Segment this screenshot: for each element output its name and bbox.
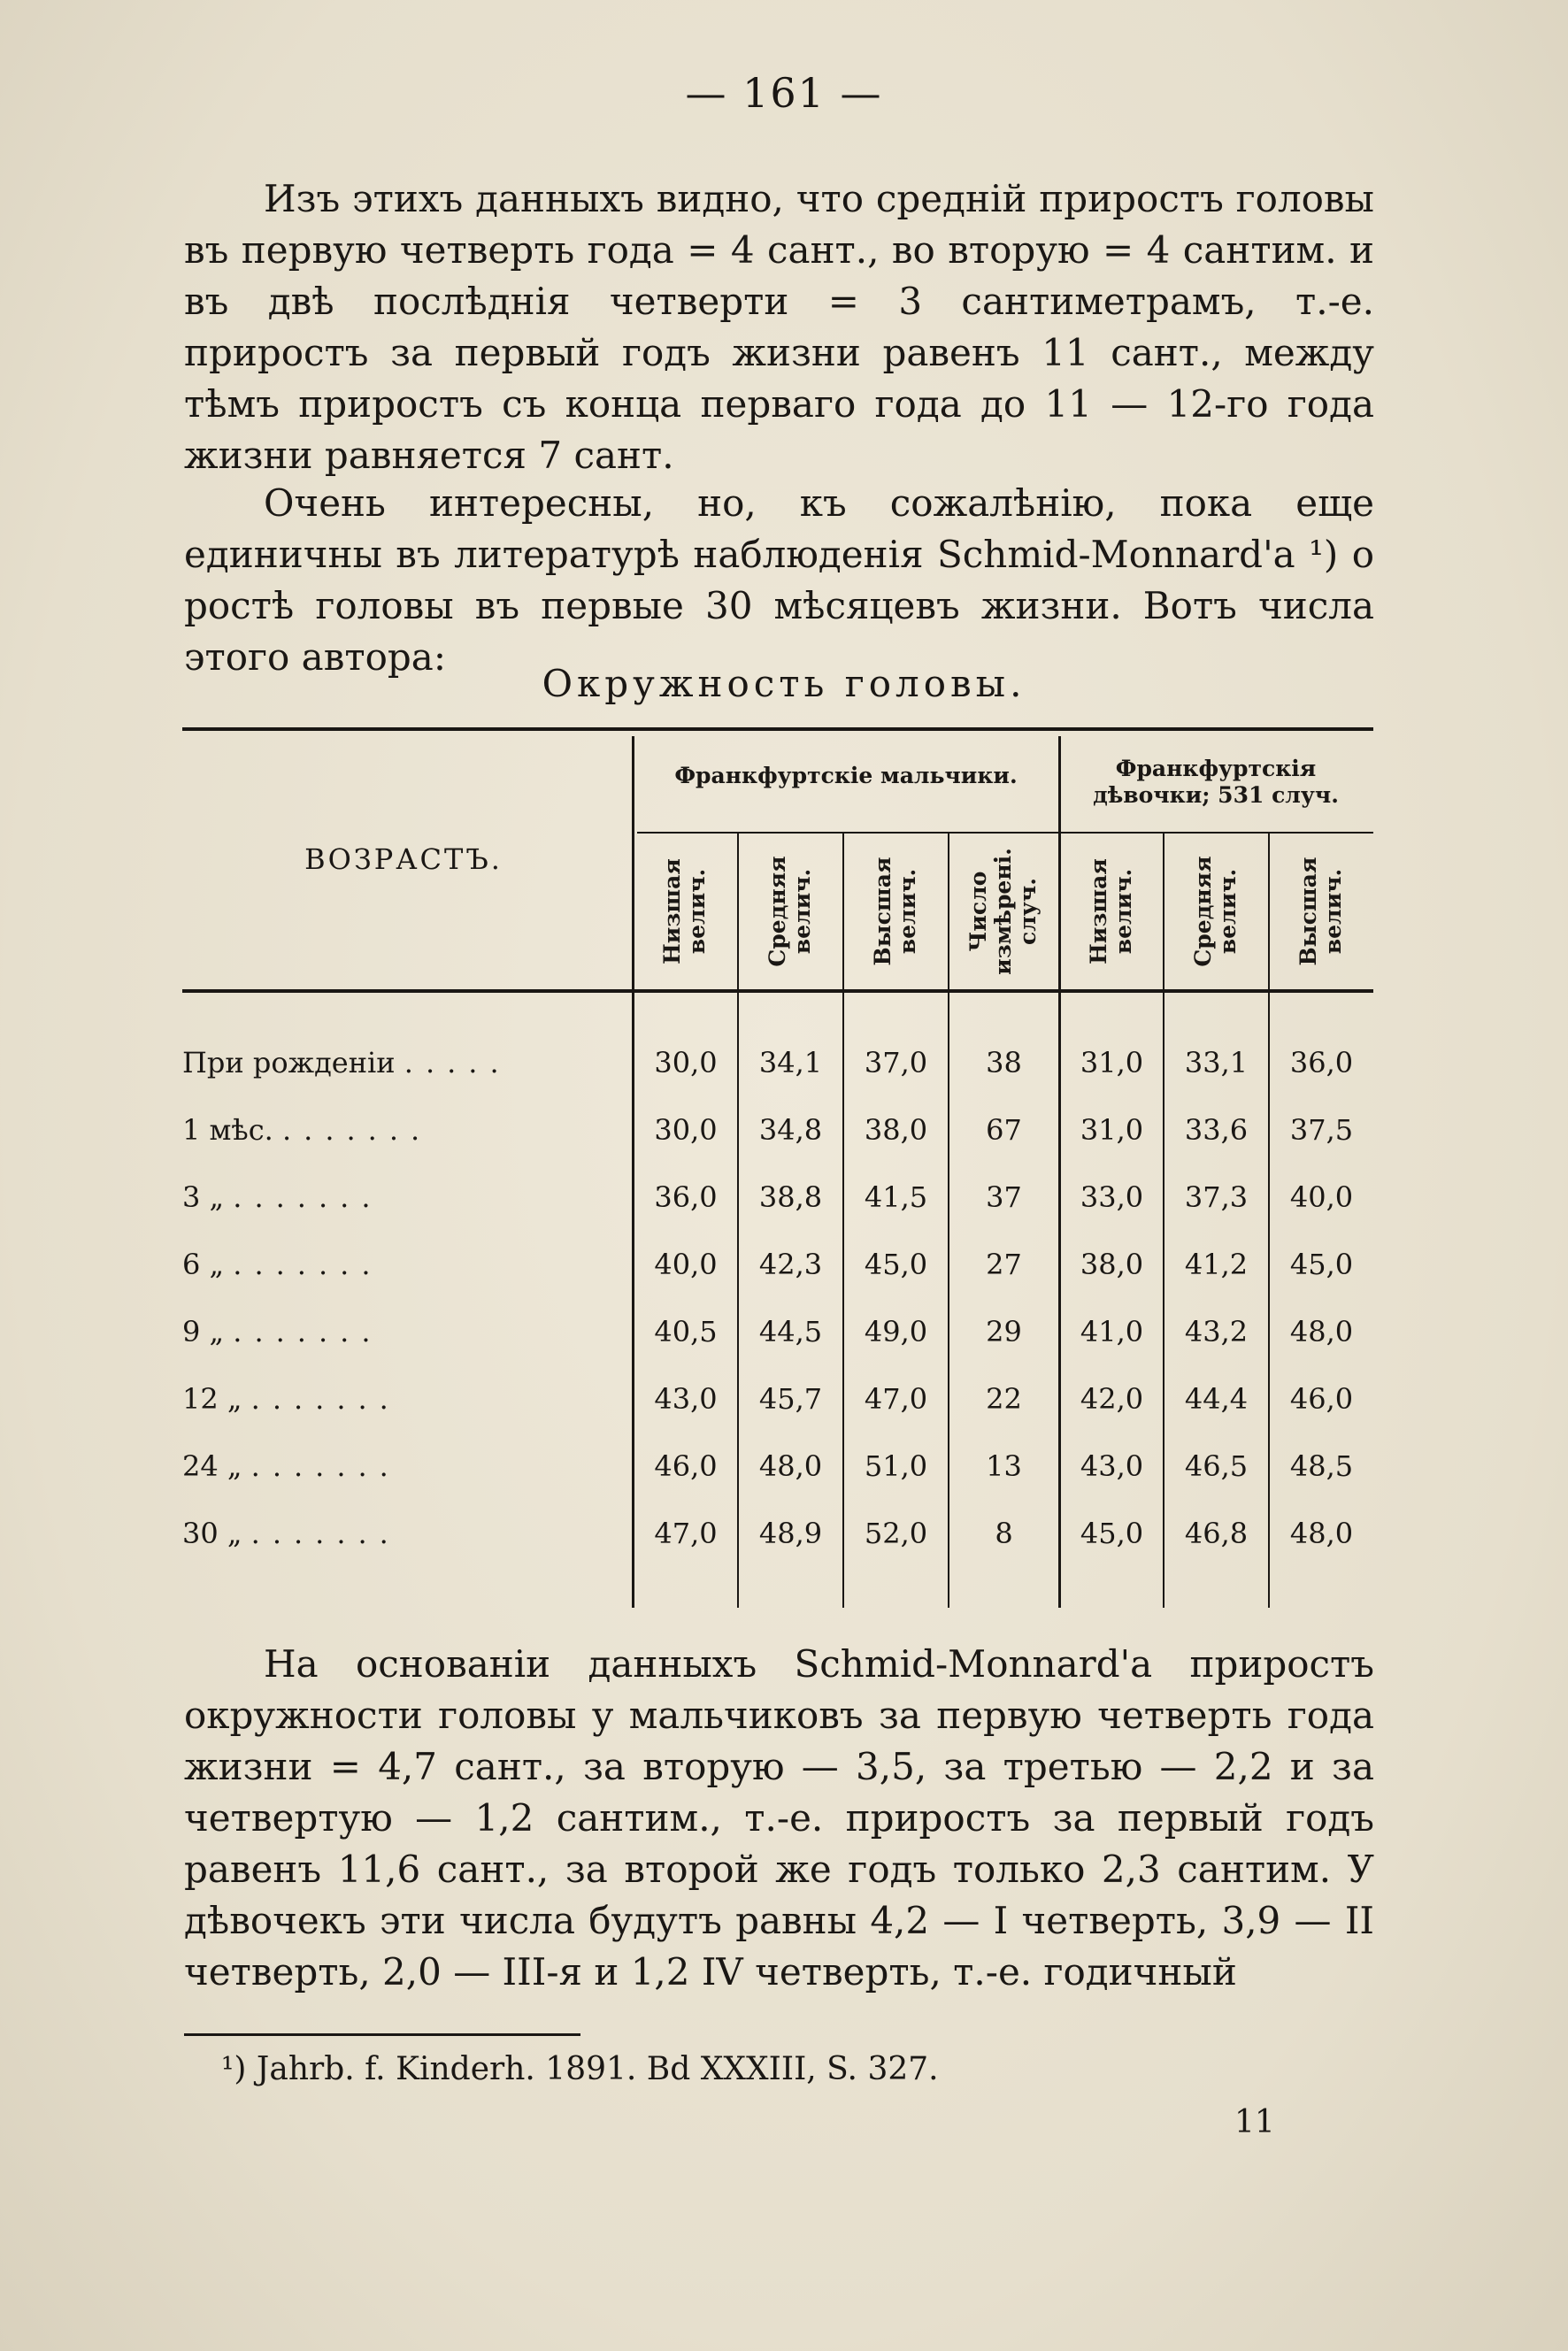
- row-leader-dots: .......: [233, 1180, 383, 1214]
- table-cell: 37,0: [864, 1046, 928, 1079]
- table-cell: 46,5: [1184, 1449, 1249, 1483]
- paragraph-2: [184, 478, 1374, 683]
- row-age: [182, 1382, 607, 1416]
- row-leader-dots: .......: [250, 1382, 401, 1416]
- table-row: [182, 1449, 1373, 1517]
- col-header-text: Низшая велич.: [1086, 858, 1136, 964]
- table-cell: 45,7: [758, 1382, 823, 1416]
- table-cell: 38,0: [864, 1113, 928, 1147]
- table-cell: 47,0: [654, 1517, 718, 1550]
- signature-mark: 11: [1234, 2104, 1275, 2140]
- row-leader-dots: .......: [250, 1449, 401, 1483]
- table-cell: 67: [986, 1113, 1022, 1147]
- table-row: [182, 1113, 1373, 1180]
- table-cell: 41,5: [864, 1180, 928, 1214]
- table-cell: 48,0: [1289, 1517, 1354, 1550]
- table-cell: 29: [986, 1315, 1022, 1348]
- table-cell: 31,0: [1080, 1113, 1144, 1147]
- row-age-label: 30 „: [182, 1517, 242, 1550]
- table-cell: 46,0: [654, 1449, 718, 1483]
- footnote: ¹) Jahrb. f. Kinderh. 1891. Bd XXXIII, S. 327.: [221, 2051, 939, 2087]
- table-cell: 42,3: [758, 1248, 823, 1281]
- row-age: [182, 1180, 607, 1214]
- table-cell: 37: [986, 1180, 1022, 1214]
- table-cell: 33,0: [1080, 1180, 1144, 1214]
- table-row: [182, 1180, 1373, 1248]
- row-age-label: 9 „: [182, 1315, 225, 1348]
- row-age: [182, 1248, 607, 1281]
- col-header-text: Высшая велич.: [870, 857, 920, 966]
- table-cell: 38,8: [758, 1180, 823, 1214]
- head-circumference-table: [182, 727, 1373, 1612]
- table-row: [182, 1248, 1373, 1315]
- table-cell: 48,0: [1289, 1315, 1354, 1348]
- table-caption: Окружность головы.: [542, 662, 1026, 705]
- table-cell: 41,0: [1080, 1315, 1144, 1348]
- paragraph-3: [184, 1639, 1374, 1998]
- row-age-label: 12 „: [182, 1382, 242, 1416]
- table-cell: 27: [986, 1248, 1022, 1281]
- table-header-rule: [182, 989, 1373, 993]
- paragraph-3-text: На основаніи данныхъ Schmid-Monnard'а приростъ окружности головы у мальчиковъ за первую четверть года жизни = 4,7 сант., за вторую — 3,5, за третью — 2,2 и за четвертую — 1,2 сантим., т.-е. приростъ за первый годъ равенъ 11,6 сант., за второй же годъ только 2,3 сантим. У дѣвочекъ эти числа будутъ равны 4,2 — I четверть, 3,9 — II четверть, 2,0 — III-я и 1,2 IV четверть, т.-е. годичный: [184, 1642, 1374, 1994]
- col-header-text: Высшая велич.: [1295, 857, 1346, 966]
- table-cell: 44,4: [1184, 1382, 1249, 1416]
- table-cell: 38,0: [1080, 1248, 1144, 1281]
- col-header-text: Число измѣрені. случ.: [965, 848, 1041, 975]
- paragraph-2-text: Очень интересны, но, къ сожалѣнію, пока еще единичны въ литературѣ наблюденія Schmid-Monnard'а ¹) о ростѣ головы въ первые 30 мѣсяцевъ жизни. Вотъ числа этого автора:: [184, 481, 1374, 679]
- table-cell: 45,0: [1289, 1248, 1354, 1281]
- row-age: [182, 1449, 607, 1483]
- table-row: [182, 1046, 1373, 1113]
- table-cell: 43,2: [1184, 1315, 1249, 1348]
- table-cell: 45,0: [864, 1248, 928, 1281]
- table-cell: 37,3: [1184, 1180, 1249, 1214]
- group-header-girls: Франкфуртскія дѣвочки; 531 случ.: [1093, 756, 1339, 808]
- table-cell: 33,1: [1184, 1046, 1249, 1079]
- row-age-label: 24 „: [182, 1449, 242, 1483]
- row-leader-dots: .......: [233, 1315, 383, 1348]
- row-age-label: 1 мѣс.: [182, 1113, 273, 1147]
- row-age-label: При рожденіи: [182, 1046, 396, 1079]
- table-cell: 48,0: [758, 1449, 823, 1483]
- table-cell: 49,0: [864, 1315, 928, 1348]
- table-cell: 51,0: [864, 1449, 928, 1483]
- col-header-text: Низшая велич.: [659, 858, 710, 964]
- col-header-text: Средняя велич.: [1190, 856, 1241, 967]
- table-cell: 30,0: [654, 1113, 718, 1147]
- col-header-text: Средняя велич.: [765, 856, 815, 967]
- row-leader-dots: .......: [233, 1248, 383, 1281]
- table-cell: 30,0: [654, 1046, 718, 1079]
- row-age: [182, 1046, 607, 1079]
- table-cell: 36,0: [654, 1180, 718, 1214]
- table-cell: 38: [986, 1046, 1022, 1079]
- table-cell: 45,0: [1080, 1517, 1144, 1550]
- row-age: [182, 1517, 607, 1550]
- table-cell: 43,0: [654, 1382, 718, 1416]
- page-number: — 161 —: [685, 69, 883, 117]
- row-age: [182, 1315, 607, 1348]
- table-cell: 40,5: [654, 1315, 718, 1348]
- table-row: [182, 1315, 1373, 1382]
- table-cell: 36,0: [1289, 1046, 1354, 1079]
- paragraph-1-text: Изъ этихъ данныхъ видно, что средній приростъ головы въ первую четверть года = 4 сант., во вторую = 4 сантим. и въ двѣ послѣднія четверти = 3 сантиметрамъ, т.-е. приростъ за первый годъ жизни равенъ 11 сант., между тѣмъ приростъ съ конца перваго года до 11 — 12-го года жизни равняется 7 сант.: [184, 177, 1374, 477]
- table-row: [182, 1517, 1373, 1584]
- table-cell: 22: [986, 1382, 1022, 1416]
- age-column-header: ВОЗРАСТЪ.: [304, 842, 503, 876]
- table-cell: 46,0: [1289, 1382, 1354, 1416]
- table-cell: 37,5: [1289, 1113, 1354, 1147]
- table-cell: 46,8: [1184, 1517, 1249, 1550]
- table-cell: 34,1: [758, 1046, 823, 1079]
- table-cell: 40,0: [1289, 1180, 1354, 1214]
- group-header-rule: [637, 832, 1373, 834]
- row-leader-dots: .......: [281, 1113, 433, 1147]
- table-top-rule: [182, 727, 1373, 731]
- row-age-label: 3 „: [182, 1180, 225, 1214]
- table-cell: 48,9: [758, 1517, 823, 1550]
- table-cell: 47,0: [864, 1382, 928, 1416]
- table-cell: 33,6: [1184, 1113, 1249, 1147]
- row-age: [182, 1113, 607, 1147]
- footnote-rule: [184, 2033, 580, 2036]
- table-cell: 40,0: [654, 1248, 718, 1281]
- table-cell: 13: [986, 1449, 1022, 1483]
- table-cell: 44,5: [758, 1315, 823, 1348]
- row-age-label: 6 „: [182, 1248, 225, 1281]
- table-cell: 34,8: [758, 1113, 823, 1147]
- table-cell: 42,0: [1080, 1382, 1144, 1416]
- group-header-boys: Франкфуртскіе мальчики.: [674, 763, 1018, 788]
- table-cell: 41,2: [1184, 1248, 1249, 1281]
- table-cell: 48,5: [1289, 1449, 1354, 1483]
- table-cell: 31,0: [1080, 1046, 1144, 1079]
- row-leader-dots: .....: [404, 1046, 511, 1079]
- table-cell: 52,0: [864, 1517, 928, 1550]
- row-leader-dots: .......: [250, 1517, 401, 1550]
- table-cell: 8: [995, 1517, 1013, 1550]
- table-row: [182, 1382, 1373, 1449]
- paragraph-1: [184, 173, 1374, 481]
- table-cell: 43,0: [1080, 1449, 1144, 1483]
